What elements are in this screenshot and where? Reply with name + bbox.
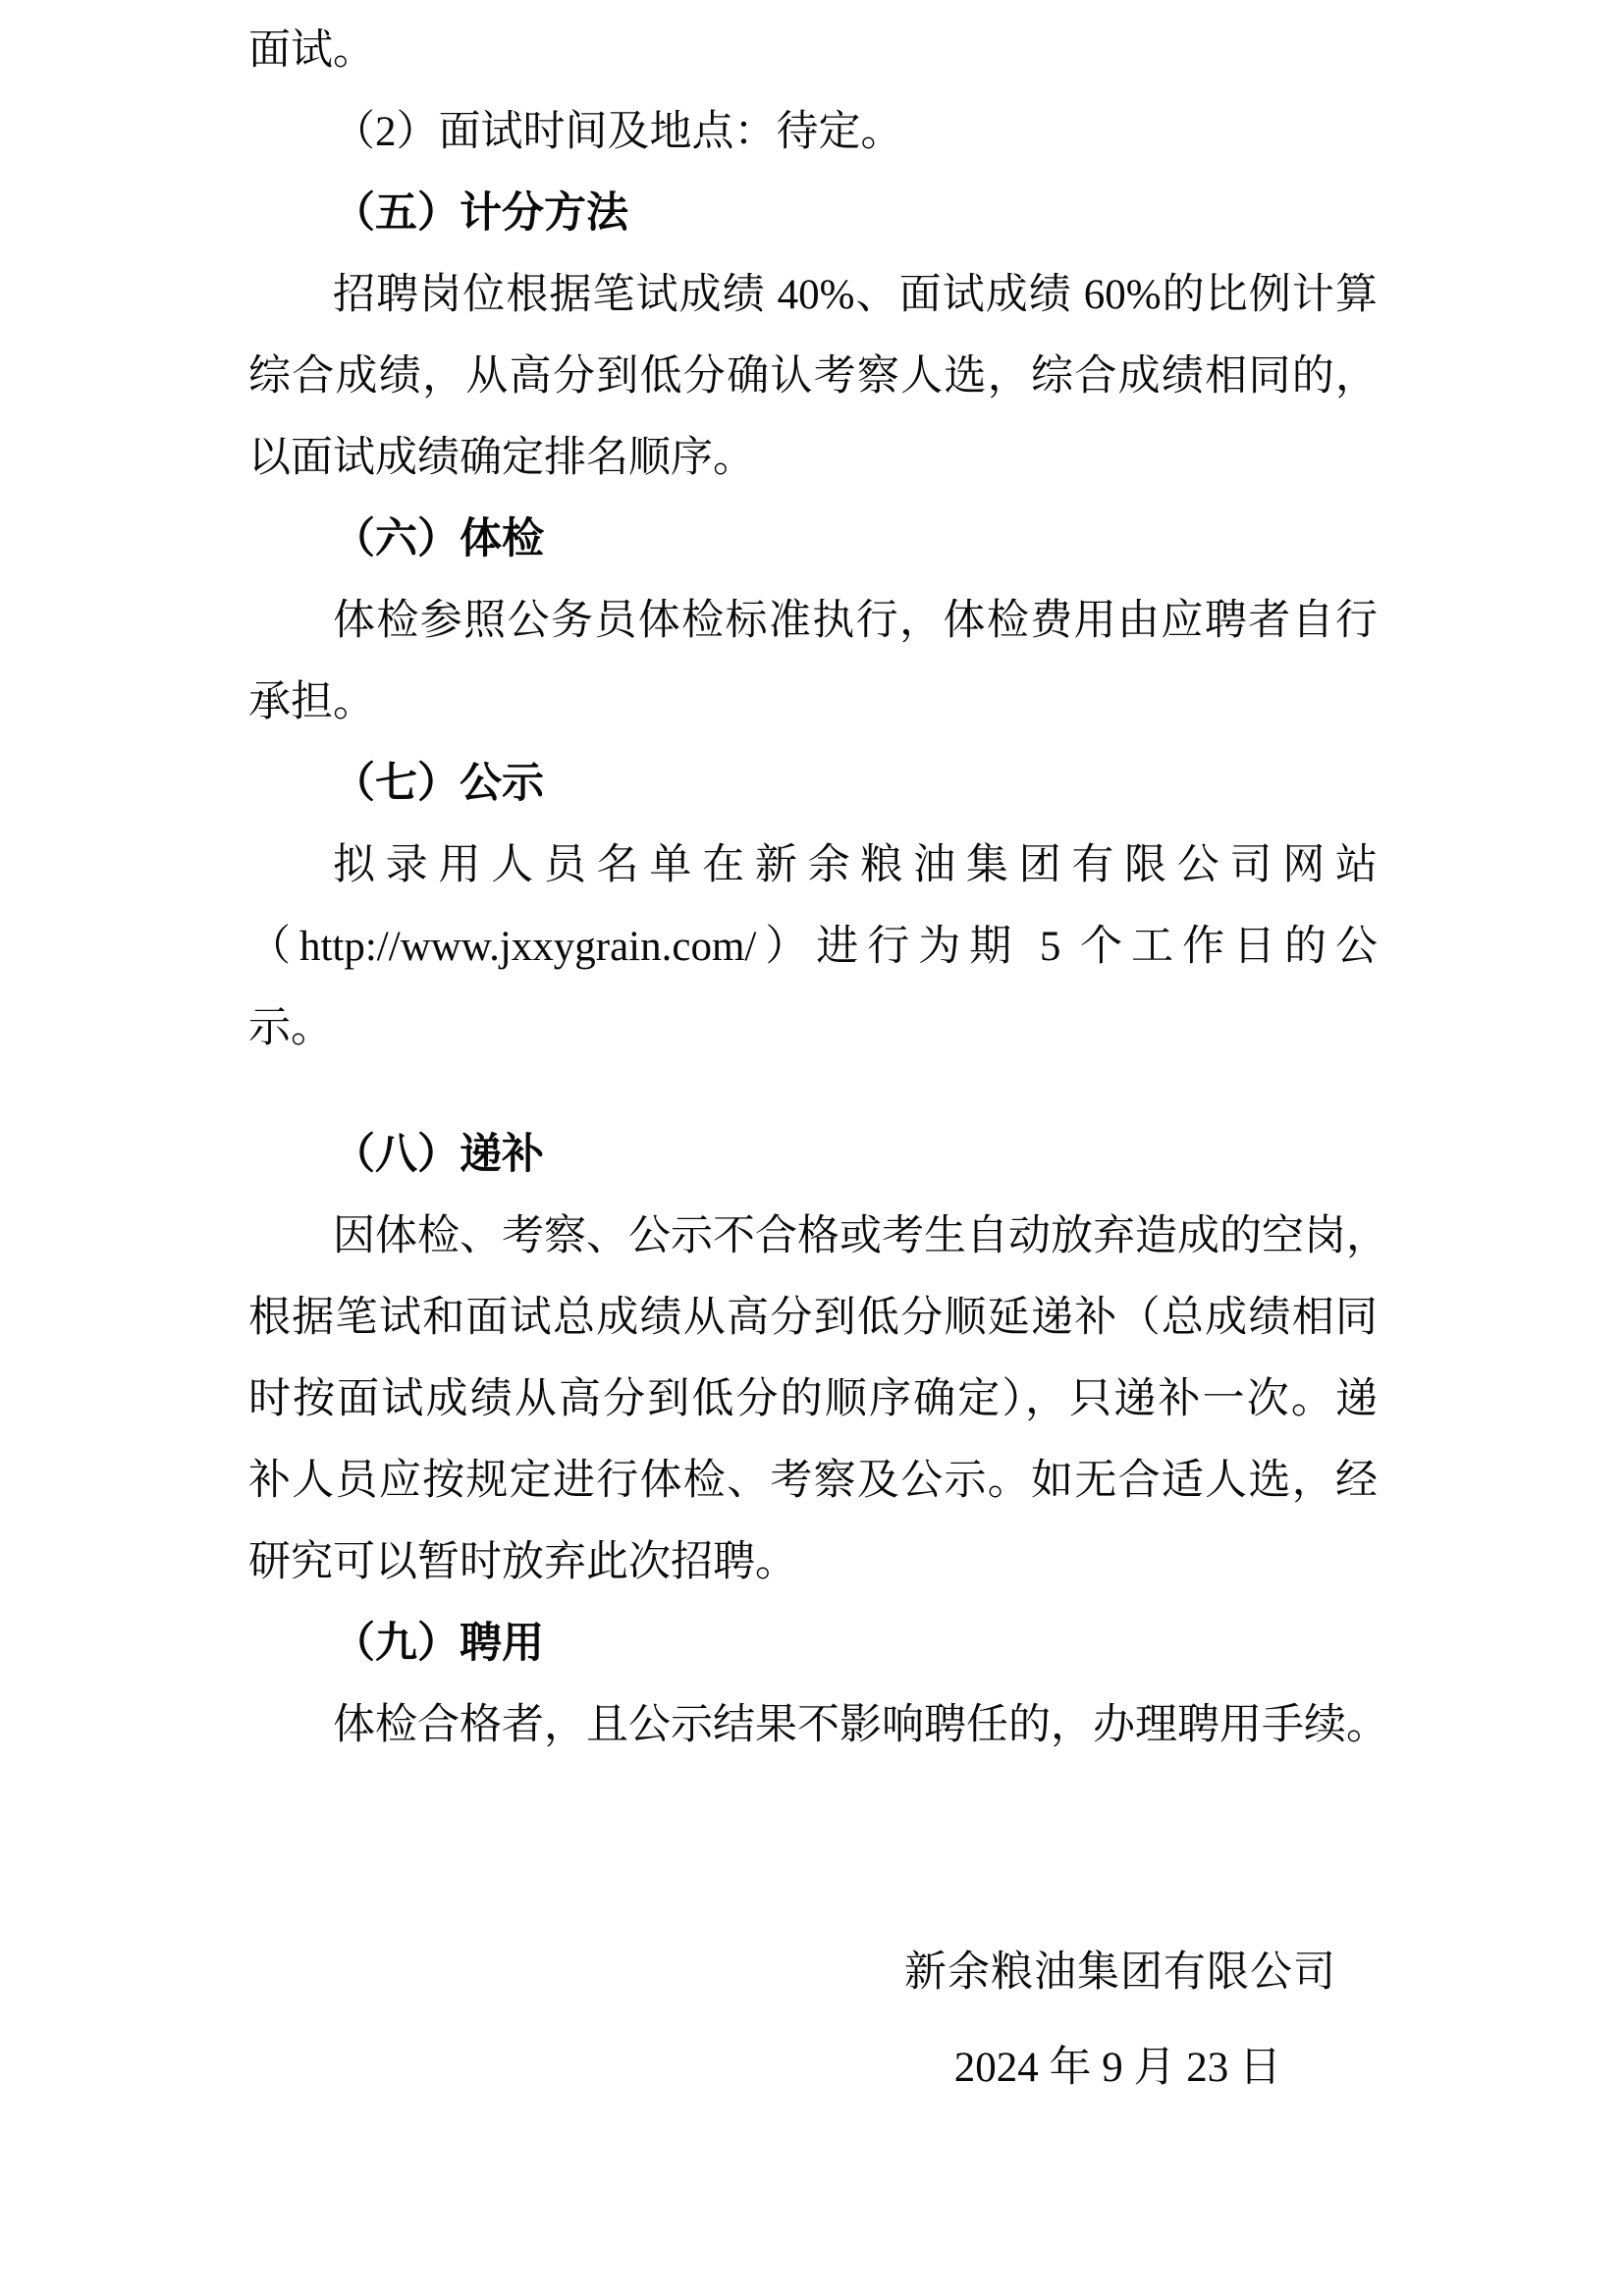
paragraph-line: 承担。 (248, 679, 375, 725)
section-heading-replacement: （八）递补 (333, 1132, 544, 1178)
paragraph-line: 根据笔试和面试总成绩从高分到低分顺延递补（总成绩相同 (248, 1295, 1378, 1341)
section-heading-employment: （九）聘用 (333, 1621, 544, 1667)
paragraph-line: 补人员应按规定进行体检、考察及公示。如无合适人选，经 (248, 1458, 1378, 1504)
paragraph-line: 时按面试成绩从高分到低分的顺序确定），只递补一次。递 (248, 1376, 1378, 1422)
signature-company: 新余粮油集团有限公司 (904, 1949, 1336, 1996)
section-heading-physical-exam: （六）体检 (333, 516, 544, 562)
section-heading-publicity: （七）公示 (333, 761, 544, 807)
paragraph-line: 体检参照公务员体检标准执行，体检费用由应聘者自行 (333, 598, 1378, 644)
section-heading-scoring: （五）计分方法 (333, 190, 628, 237)
paragraph-line: 体检合格者，且公示结果不影响聘任的，办理聘用手续。 (333, 1702, 1388, 1748)
document-body (248, 10, 1388, 2109)
paragraph-line: 拟录用人员名单在新余粮油集团有限公司网站 (333, 842, 1378, 888)
paragraph-line: （2）面试时间及地点：待定。 (333, 109, 903, 155)
paragraph-line-url: （http://www.jxxygrain.com/）进行为期 5 个工作日的公 (248, 924, 1378, 970)
paragraph-line: 综合成绩，从高分到低分确认考察人选，综合成绩相同的， (248, 353, 1378, 400)
paragraph-line: 因体检、考察、公示不合格或考生自动放弃造成的空岗， (333, 1213, 1388, 1259)
signature-date: 2024 年 9 月 23 日 (953, 2045, 1281, 2091)
paragraph-line: 面试。 (248, 27, 375, 74)
paragraph-line: 以面试成绩确定排名顺序。 (248, 435, 755, 481)
paragraph-line: 研究可以暂时放弃此次招聘。 (248, 1539, 797, 1585)
paragraph-line: 示。 (248, 1005, 333, 1051)
paragraph-line: 招聘岗位根据笔试成绩 40%、面试成绩 60%的比例计算 (333, 272, 1378, 318)
